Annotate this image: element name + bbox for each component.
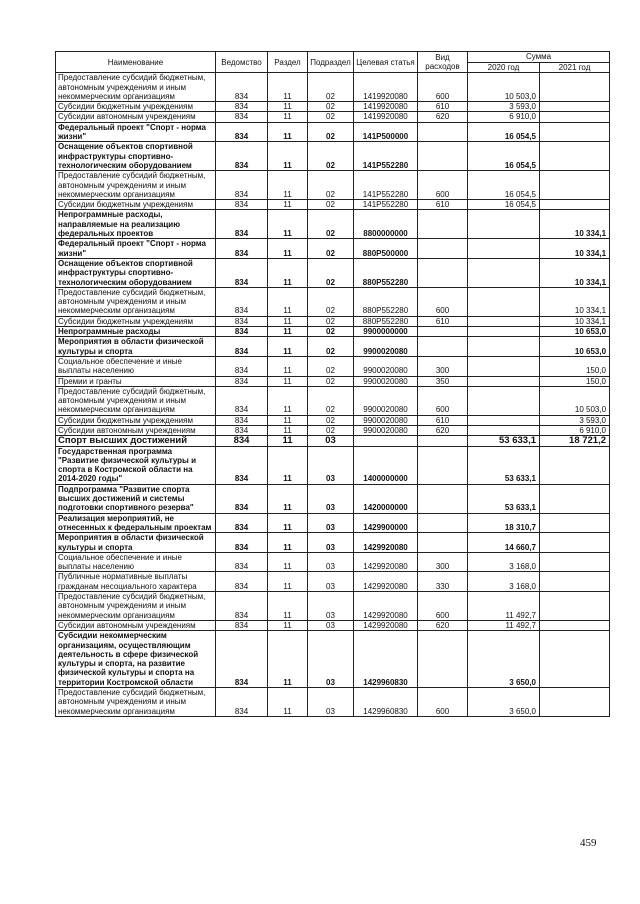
row-subsection-cell: 03 <box>308 592 354 621</box>
row-target-cell: 880P500000 <box>354 239 418 259</box>
row-section-cell: 11 <box>268 356 308 376</box>
budget-table <box>55 51 610 717</box>
row-section-cell: 11 <box>268 337 308 357</box>
row-2021-cell: 18 721,2 <box>540 436 610 446</box>
row-section-cell: 11 <box>268 552 308 572</box>
table-row <box>56 356 610 376</box>
row-dept-cell: 834 <box>216 415 268 425</box>
row-dept-cell: 834 <box>216 425 268 435</box>
row-2020-cell: 16 054,5 <box>468 142 540 171</box>
table-row <box>56 533 610 553</box>
row-target-cell: 9900020080 <box>354 376 418 386</box>
row-dept-cell: 834 <box>216 142 268 171</box>
row-2021-cell: 150,0 <box>540 376 610 386</box>
row-type-cell: 300 <box>418 356 468 376</box>
row-target-cell: 141P552280 <box>354 171 418 200</box>
row-target-cell: 1400000000 <box>354 446 418 484</box>
table-row <box>56 688 610 717</box>
row-2020-cell: 11 492,7 <box>468 620 540 630</box>
table-row <box>56 620 610 630</box>
row-2020-cell <box>468 316 540 326</box>
row-dept-cell: 834 <box>216 258 268 287</box>
header-section: Раздел <box>268 52 308 73</box>
row-type-cell <box>418 122 468 142</box>
row-type-cell <box>418 142 468 171</box>
row-target-cell: 1429960830 <box>354 631 418 688</box>
row-subsection-cell: 02 <box>308 200 354 210</box>
row-dept-cell: 834 <box>216 73 268 102</box>
row-name-cell: Спорт высших достижений <box>56 436 216 446</box>
row-2020-cell <box>468 425 540 435</box>
row-2021-cell <box>540 171 610 200</box>
row-target-cell: 141P552280 <box>354 200 418 210</box>
row-2020-cell: 10 503,0 <box>468 73 540 102</box>
row-subsection-cell: 02 <box>308 142 354 171</box>
row-target-cell: 880P552280 <box>354 287 418 316</box>
row-2021-cell: 10 334,1 <box>540 316 610 326</box>
row-subsection-cell: 03 <box>308 688 354 717</box>
header-2021: 2021 год <box>540 63 610 73</box>
row-name-cell: Федеральный проект "Спорт - норма жизни" <box>56 122 216 142</box>
table-row <box>56 552 610 572</box>
row-subsection-cell: 02 <box>308 386 354 415</box>
row-2021-cell: 10 334,1 <box>540 210 610 239</box>
row-section-cell: 11 <box>268 239 308 259</box>
table-row <box>56 376 610 386</box>
table-row <box>56 142 610 171</box>
row-subsection-cell: 02 <box>308 287 354 316</box>
row-2021-cell <box>540 446 610 484</box>
row-target-cell: 1429960830 <box>354 688 418 717</box>
row-name-cell: Субсидии бюджетным учреждениям <box>56 316 216 326</box>
row-section-cell: 11 <box>268 258 308 287</box>
row-subsection-cell: 03 <box>308 552 354 572</box>
row-dept-cell: 834 <box>216 533 268 553</box>
header-name: Наименование <box>56 52 216 73</box>
row-2021-cell <box>540 688 610 717</box>
table-row <box>56 415 610 425</box>
row-2020-cell: 3 168,0 <box>468 552 540 572</box>
row-subsection-cell: 02 <box>308 112 354 122</box>
table-row <box>56 631 610 688</box>
row-subsection-cell: 02 <box>308 376 354 386</box>
row-2020-cell <box>468 337 540 357</box>
table-row <box>56 425 610 435</box>
table-row <box>56 484 610 513</box>
row-type-cell <box>418 446 468 484</box>
row-name-cell: Мероприятия в области физической культуры и спорта <box>56 337 216 357</box>
row-2020-cell: 3 593,0 <box>468 102 540 112</box>
row-2020-cell <box>468 239 540 259</box>
row-subsection-cell: 02 <box>308 102 354 112</box>
table-row <box>56 171 610 200</box>
row-dept-cell: 834 <box>216 102 268 112</box>
row-2020-cell <box>468 287 540 316</box>
row-2020-cell: 16 054,5 <box>468 200 540 210</box>
row-2020-cell: 16 054,5 <box>468 171 540 200</box>
row-type-cell: 610 <box>418 102 468 112</box>
row-section-cell: 11 <box>268 436 308 446</box>
header-2020: 2020 год <box>468 63 540 73</box>
row-section-cell: 11 <box>268 327 308 337</box>
row-2021-cell <box>540 592 610 621</box>
row-section-cell: 11 <box>268 688 308 717</box>
row-type-cell: 330 <box>418 572 468 592</box>
table-row <box>56 122 610 142</box>
row-2021-cell: 10 503,0 <box>540 386 610 415</box>
row-2021-cell: 3 593,0 <box>540 415 610 425</box>
row-2021-cell <box>540 102 610 112</box>
row-dept-cell: 834 <box>216 631 268 688</box>
row-2021-cell <box>540 73 610 102</box>
row-name-cell: Предоставление субсидий бюджетным, автономным учреждениям и иным некоммерческим организациям <box>56 287 216 316</box>
row-type-cell: 620 <box>418 620 468 630</box>
row-section-cell: 11 <box>268 210 308 239</box>
row-type-cell: 600 <box>418 171 468 200</box>
row-2021-cell <box>540 552 610 572</box>
row-dept-cell: 834 <box>216 386 268 415</box>
row-2021-cell: 10 653,0 <box>540 337 610 357</box>
row-subsection-cell: 02 <box>308 171 354 200</box>
row-2021-cell <box>540 484 610 513</box>
row-type-cell <box>418 513 468 533</box>
row-type-cell: 600 <box>418 592 468 621</box>
row-dept-cell: 834 <box>216 484 268 513</box>
row-2021-cell <box>540 631 610 688</box>
row-section-cell: 11 <box>268 171 308 200</box>
row-target-cell: 9900020080 <box>354 415 418 425</box>
row-2020-cell: 3 168,0 <box>468 572 540 592</box>
row-section-cell: 11 <box>268 73 308 102</box>
row-dept-cell: 834 <box>216 337 268 357</box>
row-2021-cell: 10 334,1 <box>540 239 610 259</box>
row-subsection-cell: 02 <box>308 239 354 259</box>
table-row <box>56 258 610 287</box>
row-name-cell: Субсидии автономным учреждениям <box>56 425 216 435</box>
row-name-cell: Федеральный проект "Спорт - норма жизни" <box>56 239 216 259</box>
row-target-cell: 880P552280 <box>354 258 418 287</box>
row-section-cell: 11 <box>268 631 308 688</box>
row-name-cell: Предоставление субсидий бюджетным, автономным учреждениям и иным некоммерческим организациям <box>56 73 216 102</box>
row-target-cell: 9900000000 <box>354 327 418 337</box>
row-target-cell: 1419920080 <box>354 112 418 122</box>
row-section-cell: 11 <box>268 415 308 425</box>
header-dept: Ведомство <box>216 52 268 73</box>
row-target-cell: 9900020080 <box>354 356 418 376</box>
row-target-cell: 9900020080 <box>354 425 418 435</box>
row-2020-cell <box>468 356 540 376</box>
row-2020-cell: 16 054,5 <box>468 122 540 142</box>
row-dept-cell: 834 <box>216 200 268 210</box>
row-2020-cell: 3 650,0 <box>468 688 540 717</box>
row-name-cell: Публичные нормативные выплаты гражданам несоциального характера <box>56 572 216 592</box>
row-2020-cell: 6 910,0 <box>468 112 540 122</box>
row-section-cell: 11 <box>268 446 308 484</box>
table-row <box>56 112 610 122</box>
row-type-cell <box>418 327 468 337</box>
row-2020-cell: 18 310,7 <box>468 513 540 533</box>
row-subsection-cell: 03 <box>308 513 354 533</box>
row-target-cell <box>354 436 418 446</box>
row-section-cell: 11 <box>268 112 308 122</box>
row-section-cell: 11 <box>268 376 308 386</box>
row-subsection-cell: 03 <box>308 572 354 592</box>
row-dept-cell: 834 <box>216 327 268 337</box>
row-dept-cell: 834 <box>216 239 268 259</box>
row-subsection-cell: 02 <box>308 337 354 357</box>
table-row <box>56 592 610 621</box>
row-dept-cell: 834 <box>216 552 268 572</box>
table-row <box>56 73 610 102</box>
row-dept-cell: 834 <box>216 210 268 239</box>
row-target-cell: 9900020080 <box>354 386 418 415</box>
row-2020-cell <box>468 327 540 337</box>
row-2021-cell <box>540 533 610 553</box>
row-type-cell <box>418 484 468 513</box>
row-name-cell: Социальное обеспечение и иные выплаты населению <box>56 356 216 376</box>
row-2020-cell: 3 650,0 <box>468 631 540 688</box>
row-section-cell: 11 <box>268 513 308 533</box>
row-subsection-cell: 03 <box>308 631 354 688</box>
row-name-cell: Премии и гранты <box>56 376 216 386</box>
row-subsection-cell: 02 <box>308 122 354 142</box>
row-subsection-cell: 03 <box>308 533 354 553</box>
table-row <box>56 210 610 239</box>
row-target-cell: 880P552280 <box>354 316 418 326</box>
row-subsection-cell: 02 <box>308 210 354 239</box>
row-name-cell: Непрограммные расходы, направляемые на реализацию федеральных проектов <box>56 210 216 239</box>
row-subsection-cell: 02 <box>308 425 354 435</box>
row-name-cell: Социальное обеспечение и иные выплаты населению <box>56 552 216 572</box>
row-2020-cell <box>468 258 540 287</box>
row-type-cell: 610 <box>418 200 468 210</box>
table-row <box>56 316 610 326</box>
row-dept-cell: 834 <box>216 171 268 200</box>
row-type-cell: 610 <box>418 316 468 326</box>
row-section-cell: 11 <box>268 316 308 326</box>
row-name-cell: Оснащение объектов спортивной инфраструктуры спортивно-технологическим оборудованием <box>56 142 216 171</box>
row-2021-cell: 10 334,1 <box>540 287 610 316</box>
row-name-cell: Предоставление субсидий бюджетным, автономным учреждениям и иным некоммерческим организациям <box>56 592 216 621</box>
row-2021-cell <box>540 122 610 142</box>
row-dept-cell: 834 <box>216 572 268 592</box>
row-name-cell: Оснащение объектов спортивной инфраструктуры спортивно-технологическим оборудованием <box>56 258 216 287</box>
table-row <box>56 239 610 259</box>
row-target-cell: 8800000000 <box>354 210 418 239</box>
row-target-cell: 1429920080 <box>354 572 418 592</box>
row-2020-cell: 53 633,1 <box>468 436 540 446</box>
row-subsection-cell: 02 <box>308 316 354 326</box>
row-section-cell: 11 <box>268 287 308 316</box>
row-target-cell: 1429920080 <box>354 592 418 621</box>
row-section-cell: 11 <box>268 425 308 435</box>
row-section-cell: 11 <box>268 386 308 415</box>
table-row <box>56 513 610 533</box>
row-name-cell: Непрограммные расходы <box>56 327 216 337</box>
row-section-cell: 11 <box>268 484 308 513</box>
row-type-cell <box>418 337 468 357</box>
row-subsection-cell: 02 <box>308 415 354 425</box>
row-type-cell: 600 <box>418 73 468 102</box>
row-section-cell: 11 <box>268 200 308 210</box>
table-row <box>56 102 610 112</box>
row-type-cell <box>418 210 468 239</box>
row-name-cell: Реализация мероприятий, не отнесенных к федеральным проектам <box>56 513 216 533</box>
row-dept-cell: 834 <box>216 356 268 376</box>
header-sum: Сумма <box>468 52 610 63</box>
row-section-cell: 11 <box>268 592 308 621</box>
row-target-cell: 141P552280 <box>354 142 418 171</box>
row-type-cell: 300 <box>418 552 468 572</box>
row-subsection-cell: 02 <box>308 258 354 287</box>
row-dept-cell: 834 <box>216 376 268 386</box>
row-type-cell: 620 <box>418 425 468 435</box>
table-row <box>56 337 610 357</box>
row-section-cell: 11 <box>268 572 308 592</box>
row-name-cell: Подпрограмма "Развитие спорта высших достижений и системы подготовки спортивного резерва" <box>56 484 216 513</box>
row-type-cell: 600 <box>418 287 468 316</box>
row-2020-cell <box>468 376 540 386</box>
row-name-cell: Субсидии бюджетным учреждениям <box>56 415 216 425</box>
row-target-cell: 1429920080 <box>354 533 418 553</box>
row-section-cell: 11 <box>268 122 308 142</box>
row-subsection-cell: 03 <box>308 446 354 484</box>
row-target-cell: 1420000000 <box>354 484 418 513</box>
table-row <box>56 572 610 592</box>
row-2020-cell <box>468 210 540 239</box>
table-row <box>56 327 610 337</box>
row-2021-cell: 10 653,0 <box>540 327 610 337</box>
row-type-cell <box>418 533 468 553</box>
row-name-cell: Предоставление субсидий бюджетным, автономным учреждениям и иным некоммерческим организациям <box>56 688 216 717</box>
row-type-cell <box>418 436 468 446</box>
row-dept-cell: 834 <box>216 316 268 326</box>
row-section-cell: 11 <box>268 620 308 630</box>
row-dept-cell: 834 <box>216 446 268 484</box>
header-target: Целевая статья <box>354 52 418 73</box>
row-type-cell <box>418 631 468 688</box>
page-number: 459 <box>580 837 597 849</box>
row-target-cell: 1419920080 <box>354 102 418 112</box>
row-name-cell: Субсидии автономным учреждениям <box>56 620 216 630</box>
row-2021-cell: 10 334,1 <box>540 258 610 287</box>
table-row <box>56 436 610 446</box>
row-type-cell: 620 <box>418 112 468 122</box>
row-2021-cell <box>540 620 610 630</box>
row-type-cell <box>418 239 468 259</box>
row-name-cell: Мероприятия в области физической культуры и спорта <box>56 533 216 553</box>
row-subsection-cell: 03 <box>308 436 354 446</box>
table-row <box>56 386 610 415</box>
row-dept-cell: 834 <box>216 112 268 122</box>
row-name-cell: Субсидии бюджетным учреждениям <box>56 102 216 112</box>
row-2020-cell: 11 492,7 <box>468 592 540 621</box>
row-2021-cell <box>540 200 610 210</box>
row-type-cell: 600 <box>418 386 468 415</box>
row-target-cell: 1419920080 <box>354 73 418 102</box>
row-dept-cell: 834 <box>216 513 268 533</box>
row-name-cell: Предоставление субсидий бюджетным, автономным учреждениям и иным некоммерческим организациям <box>56 386 216 415</box>
row-name-cell: Государственная программа "Развитие физической культуры и спорта в Костромской области на 2014-2020 годы" <box>56 446 216 484</box>
row-type-cell: 350 <box>418 376 468 386</box>
row-2020-cell <box>468 386 540 415</box>
table-row <box>56 287 610 316</box>
table-body <box>56 73 610 717</box>
row-2021-cell: 6 910,0 <box>540 425 610 435</box>
row-2021-cell <box>540 112 610 122</box>
row-type-cell <box>418 258 468 287</box>
row-2021-cell <box>540 142 610 171</box>
row-2020-cell: 53 633,1 <box>468 446 540 484</box>
row-section-cell: 11 <box>268 533 308 553</box>
row-2021-cell: 150,0 <box>540 356 610 376</box>
header-subsection: Подраздел <box>308 52 354 73</box>
row-2021-cell <box>540 513 610 533</box>
row-dept-cell: 834 <box>216 122 268 142</box>
row-subsection-cell: 02 <box>308 73 354 102</box>
row-name-cell: Субсидии некоммерческим организациям, осуществляющим деятельность в сфере физической культуры и спорта, на развитие физической культуры и спорта на территории Костромской области <box>56 631 216 688</box>
row-subsection-cell: 02 <box>308 327 354 337</box>
row-section-cell: 11 <box>268 102 308 112</box>
row-subsection-cell: 03 <box>308 620 354 630</box>
row-dept-cell: 834 <box>216 688 268 717</box>
table-row <box>56 200 610 210</box>
row-target-cell: 1429920080 <box>354 620 418 630</box>
row-dept-cell: 834 <box>216 287 268 316</box>
row-target-cell: 1429920080 <box>354 552 418 572</box>
table-row <box>56 446 610 484</box>
row-type-cell: 610 <box>418 415 468 425</box>
row-name-cell: Субсидии бюджетным учреждениям <box>56 200 216 210</box>
row-2021-cell <box>540 572 610 592</box>
row-section-cell: 11 <box>268 142 308 171</box>
row-target-cell: 141P500000 <box>354 122 418 142</box>
row-subsection-cell: 02 <box>308 356 354 376</box>
row-name-cell: Предоставление субсидий бюджетным, автономным учреждениям и иным некоммерческим организациям <box>56 171 216 200</box>
row-subsection-cell: 03 <box>308 484 354 513</box>
row-2020-cell: 53 633,1 <box>468 484 540 513</box>
header-exp-type: Вид расходов <box>418 52 468 73</box>
row-dept-cell: 834 <box>216 620 268 630</box>
row-type-cell: 600 <box>418 688 468 717</box>
row-name-cell: Субсидии автономным учреждениям <box>56 112 216 122</box>
row-target-cell: 1429900000 <box>354 513 418 533</box>
row-dept-cell: 834 <box>216 436 268 446</box>
row-target-cell: 9900020080 <box>354 337 418 357</box>
row-2020-cell <box>468 415 540 425</box>
row-dept-cell: 834 <box>216 592 268 621</box>
row-2020-cell: 14 660,7 <box>468 533 540 553</box>
